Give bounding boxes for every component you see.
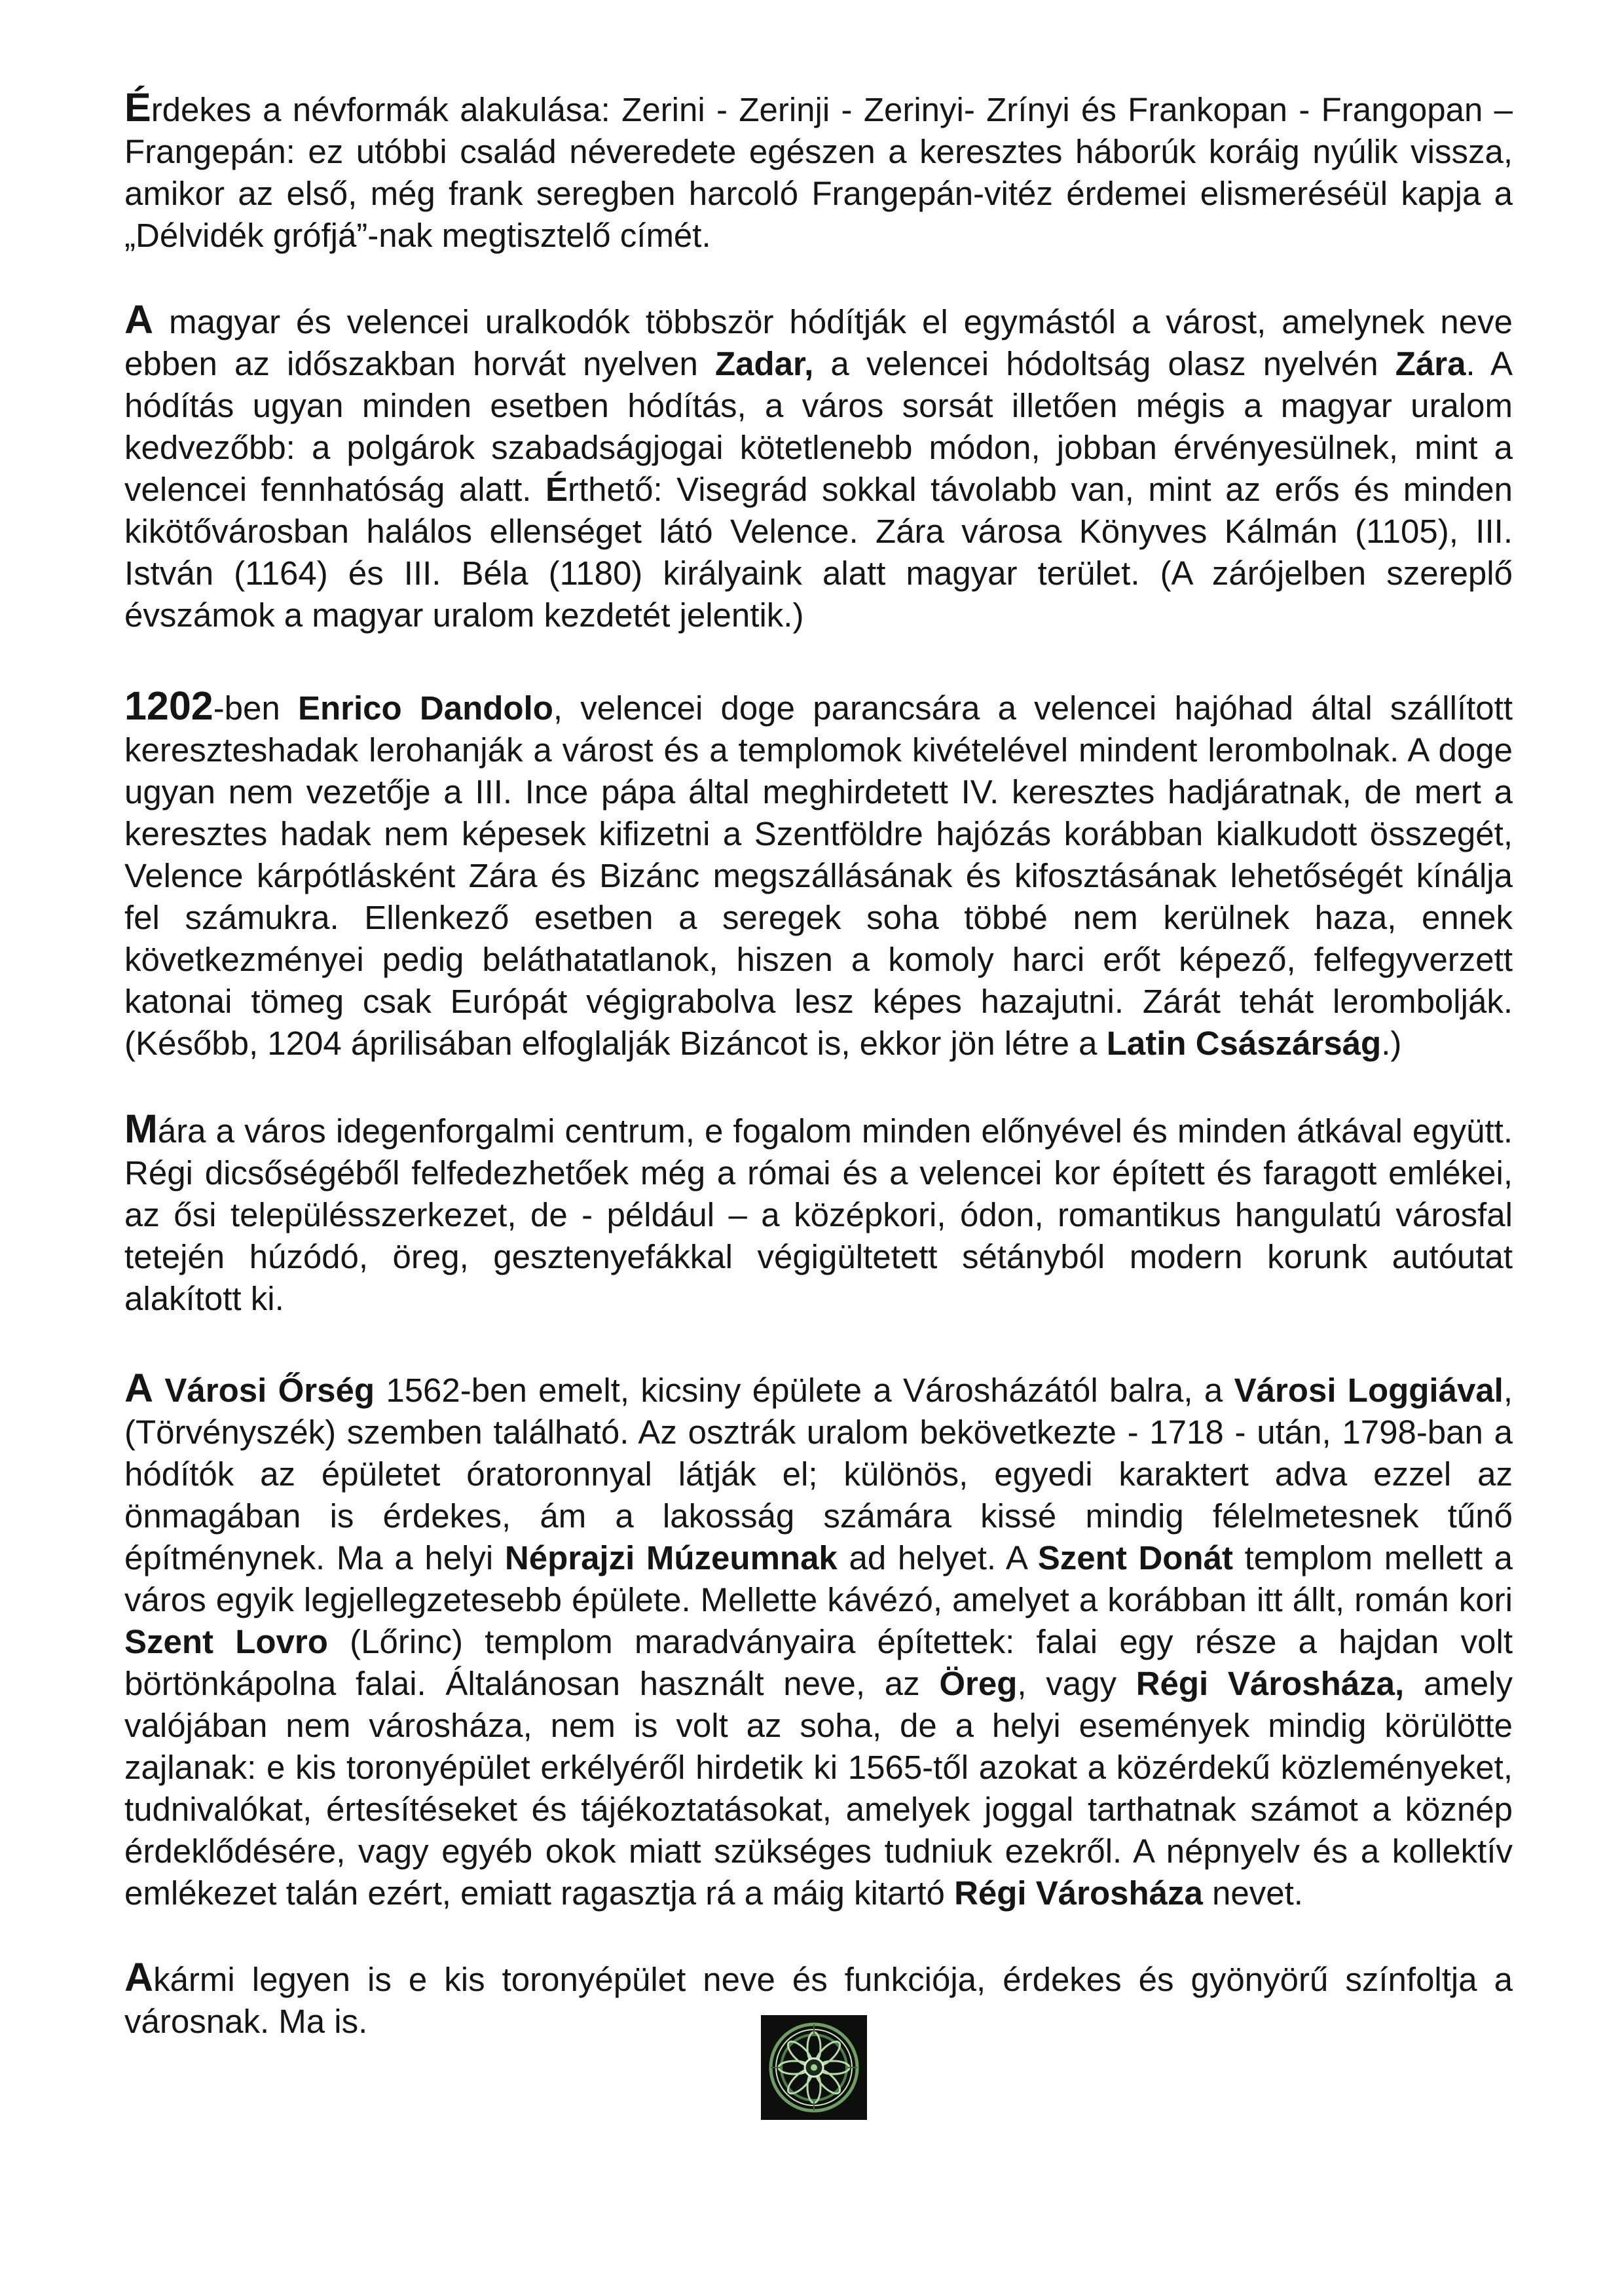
bold-term: Városi Őrség [164, 1372, 375, 1409]
paragraph-initial: A [124, 1366, 154, 1410]
bold-term: Néprajzi Múzeumnak [504, 1539, 838, 1576]
bold-term: Zadar, [715, 345, 814, 382]
text-run: , velencei doge parancsára a velencei hajóhad által szállított kereszteshadak lerohanják a várost és a templomok kivételével mindent lerombolnak. A doge ugyan nem vezetője a III. Ince pápa által meghirdetett IV. keresztes hadjáratnak, de mert a keresztes hadak nem képesek kifizetni a Szentföldre hajózás korábban kialkudott összegét, Velence kárpótlásként Zára és Bizánc megszállásának és kifosztásának lehetőségét kínálja fel számukra. Ellenkező esetben a seregek soha többé nem kerülnek haza, ennek következményei pedig beláthatatlanok, hiszen a komoly harci erőt képező, felfegyverzett katonai tömeg csak Európát végigrabolva lesz képes hazajutni. Zárát tehát lerombolják. (Később, 1204 áprilisában elfoglalják Bizáncot is, ekkor jön létre a [124, 689, 1513, 1062]
bold-term: Régi Városháza, [1135, 1665, 1405, 1702]
text-run: ára a város idegenforgalmi centrum, e fogalom minden előnyével és minden átkával együtt. Régi dicsőségéből felfedezhetőek még a római és a velencei kor épített és faragott emlékei, az ősi településszerkezet, de - például – a középkori, ódon, romantikus hangulatú városfal tetején húzódó, öreg, gesztenyefákkal végigültetett sétányból modern korunk autóutat alakított ki. [124, 1112, 1513, 1317]
text-run: . A hódítás ugyan minden esetben hódítás, a város sorsát illetően mégis a magyar uralom kedvezőbb: a polgárok szabadságjogai kötetlenebb módon, jobban érvényesülnek, mint a velencei fennhatóság alatt. [124, 345, 1513, 508]
text-run: (Lőrinc) templom maradványaira építettek: falai egy része a hajdan volt börtönkápolna falai. Általánosan használt neve, az [124, 1623, 1513, 1702]
paragraph-city-guard-building [124, 1367, 1513, 1914]
text-run: kármi legyen is e kis toronyépület neve és funkciója, érdekes és gyönyörű színfoltja a városnak. Ma is. [124, 1961, 1513, 2040]
paragraph-tourism-today [124, 1108, 1513, 1320]
text-run: templom mellett a város egyik legjellegzetesebb épülete. Mellette kávézó, amelyet a korábban itt állt, román kori [124, 1539, 1513, 1618]
text-run: , (Törvényszék) szemben található. Az osztrák uralom bekövetkezte - 1718 - után, 1798-ban a hódítók az épületet óratoronnyal látják el; különös, egyedi karaktert adva ezzel az önmagában is érdekes, ám a lakosság számára kissé mindig félelmetesnek tűnő építménynek. Ma a helyi [124, 1372, 1513, 1576]
paragraph-initial: É [124, 85, 151, 130]
bold-term: Enrico Dandolo [297, 689, 553, 727]
bold-term: Szent Donát [1037, 1539, 1233, 1576]
paragraph-initial: 1202 [124, 683, 213, 728]
bold-term: Városi Loggiával [1234, 1372, 1504, 1409]
bold-term: Latin Császárság [1106, 1025, 1382, 1062]
paragraph-initial: M [124, 1106, 158, 1151]
text-run [153, 1372, 164, 1409]
paragraph-initial: A [124, 297, 154, 342]
bold-term: Szent Lovro [124, 1623, 328, 1660]
bold-term: Zára [1395, 345, 1466, 382]
bold-term: Öreg [939, 1665, 1018, 1702]
text-run: rdekes a névformák alakulása: Zerini - Zerinji - Zerinyi- Zrínyi és Frankopan - Frangopan – Frangepán: ez utóbbi család néveredete egészen a keresztes háborúk koráig nyúlik vissza, amikor az első, még frank seregben harcoló Frangepán-vitéz érdemei elismeréséül kapja a „Délvidék grófjá”-nak megtisztelő címét. [124, 91, 1513, 254]
text-run: amely valójában nem városháza, nem is volt az soha, de a helyi események mindig körülötte zajlanak: e kis toronyépület erkélyéről hirdetik ki 1565-től azokat a közérdekű közleményeket, tudnivalókat, értesítéseket és tájékoztatásokat, amelyek joggal tarthatnak számot a köznép érdeklődésére, vagy egyéb okok miatt szükséges tudniuk ezekről. A népnyelv és a kollektív emlékezet talán ezért, emiatt ragasztja rá a máig kitartó [124, 1665, 1513, 1912]
bold-term: Régi Városháza [954, 1874, 1203, 1912]
article-body [124, 86, 1513, 2043]
text-run: .) [1381, 1025, 1402, 1062]
text-run: magyar és velencei uralkodók többször hódítják el egymástól a várost, amelynek neve ebben az időszakban horvát nyelven [124, 303, 1513, 382]
paragraph-1202-crusade [124, 685, 1513, 1065]
text-run: -ben [213, 689, 298, 727]
paragraph-initial: A [124, 1955, 154, 1999]
paragraph-name-origins [124, 86, 1513, 257]
text-run: rthető: Visegrád sokkal távolabb van, mint az erős és minden kikötővárosban halálos ellenséget látó Velence. Zára városa Könyves Kálmán (1105), III. István (1164) és III. Béla (1180) királyaink alatt magyar terület. (A zárójelben szereplő évszámok a magyar uralom kezdetét jelentik.) [124, 471, 1513, 634]
rosette-ornament-icon [761, 2015, 867, 2120]
text-run: a velencei hódoltság olasz nyelvén [813, 345, 1395, 382]
text-run: 1562-ben emelt, kicsiny épülete a Városházától balra, a [375, 1372, 1234, 1409]
text-run: nevet. [1202, 1874, 1303, 1912]
paragraph-hungarian-venetian-rule [124, 299, 1513, 636]
text-run: ad helyet. A [837, 1539, 1038, 1576]
text-run: , vagy [1017, 1665, 1136, 1702]
bold-term: É [545, 471, 568, 508]
